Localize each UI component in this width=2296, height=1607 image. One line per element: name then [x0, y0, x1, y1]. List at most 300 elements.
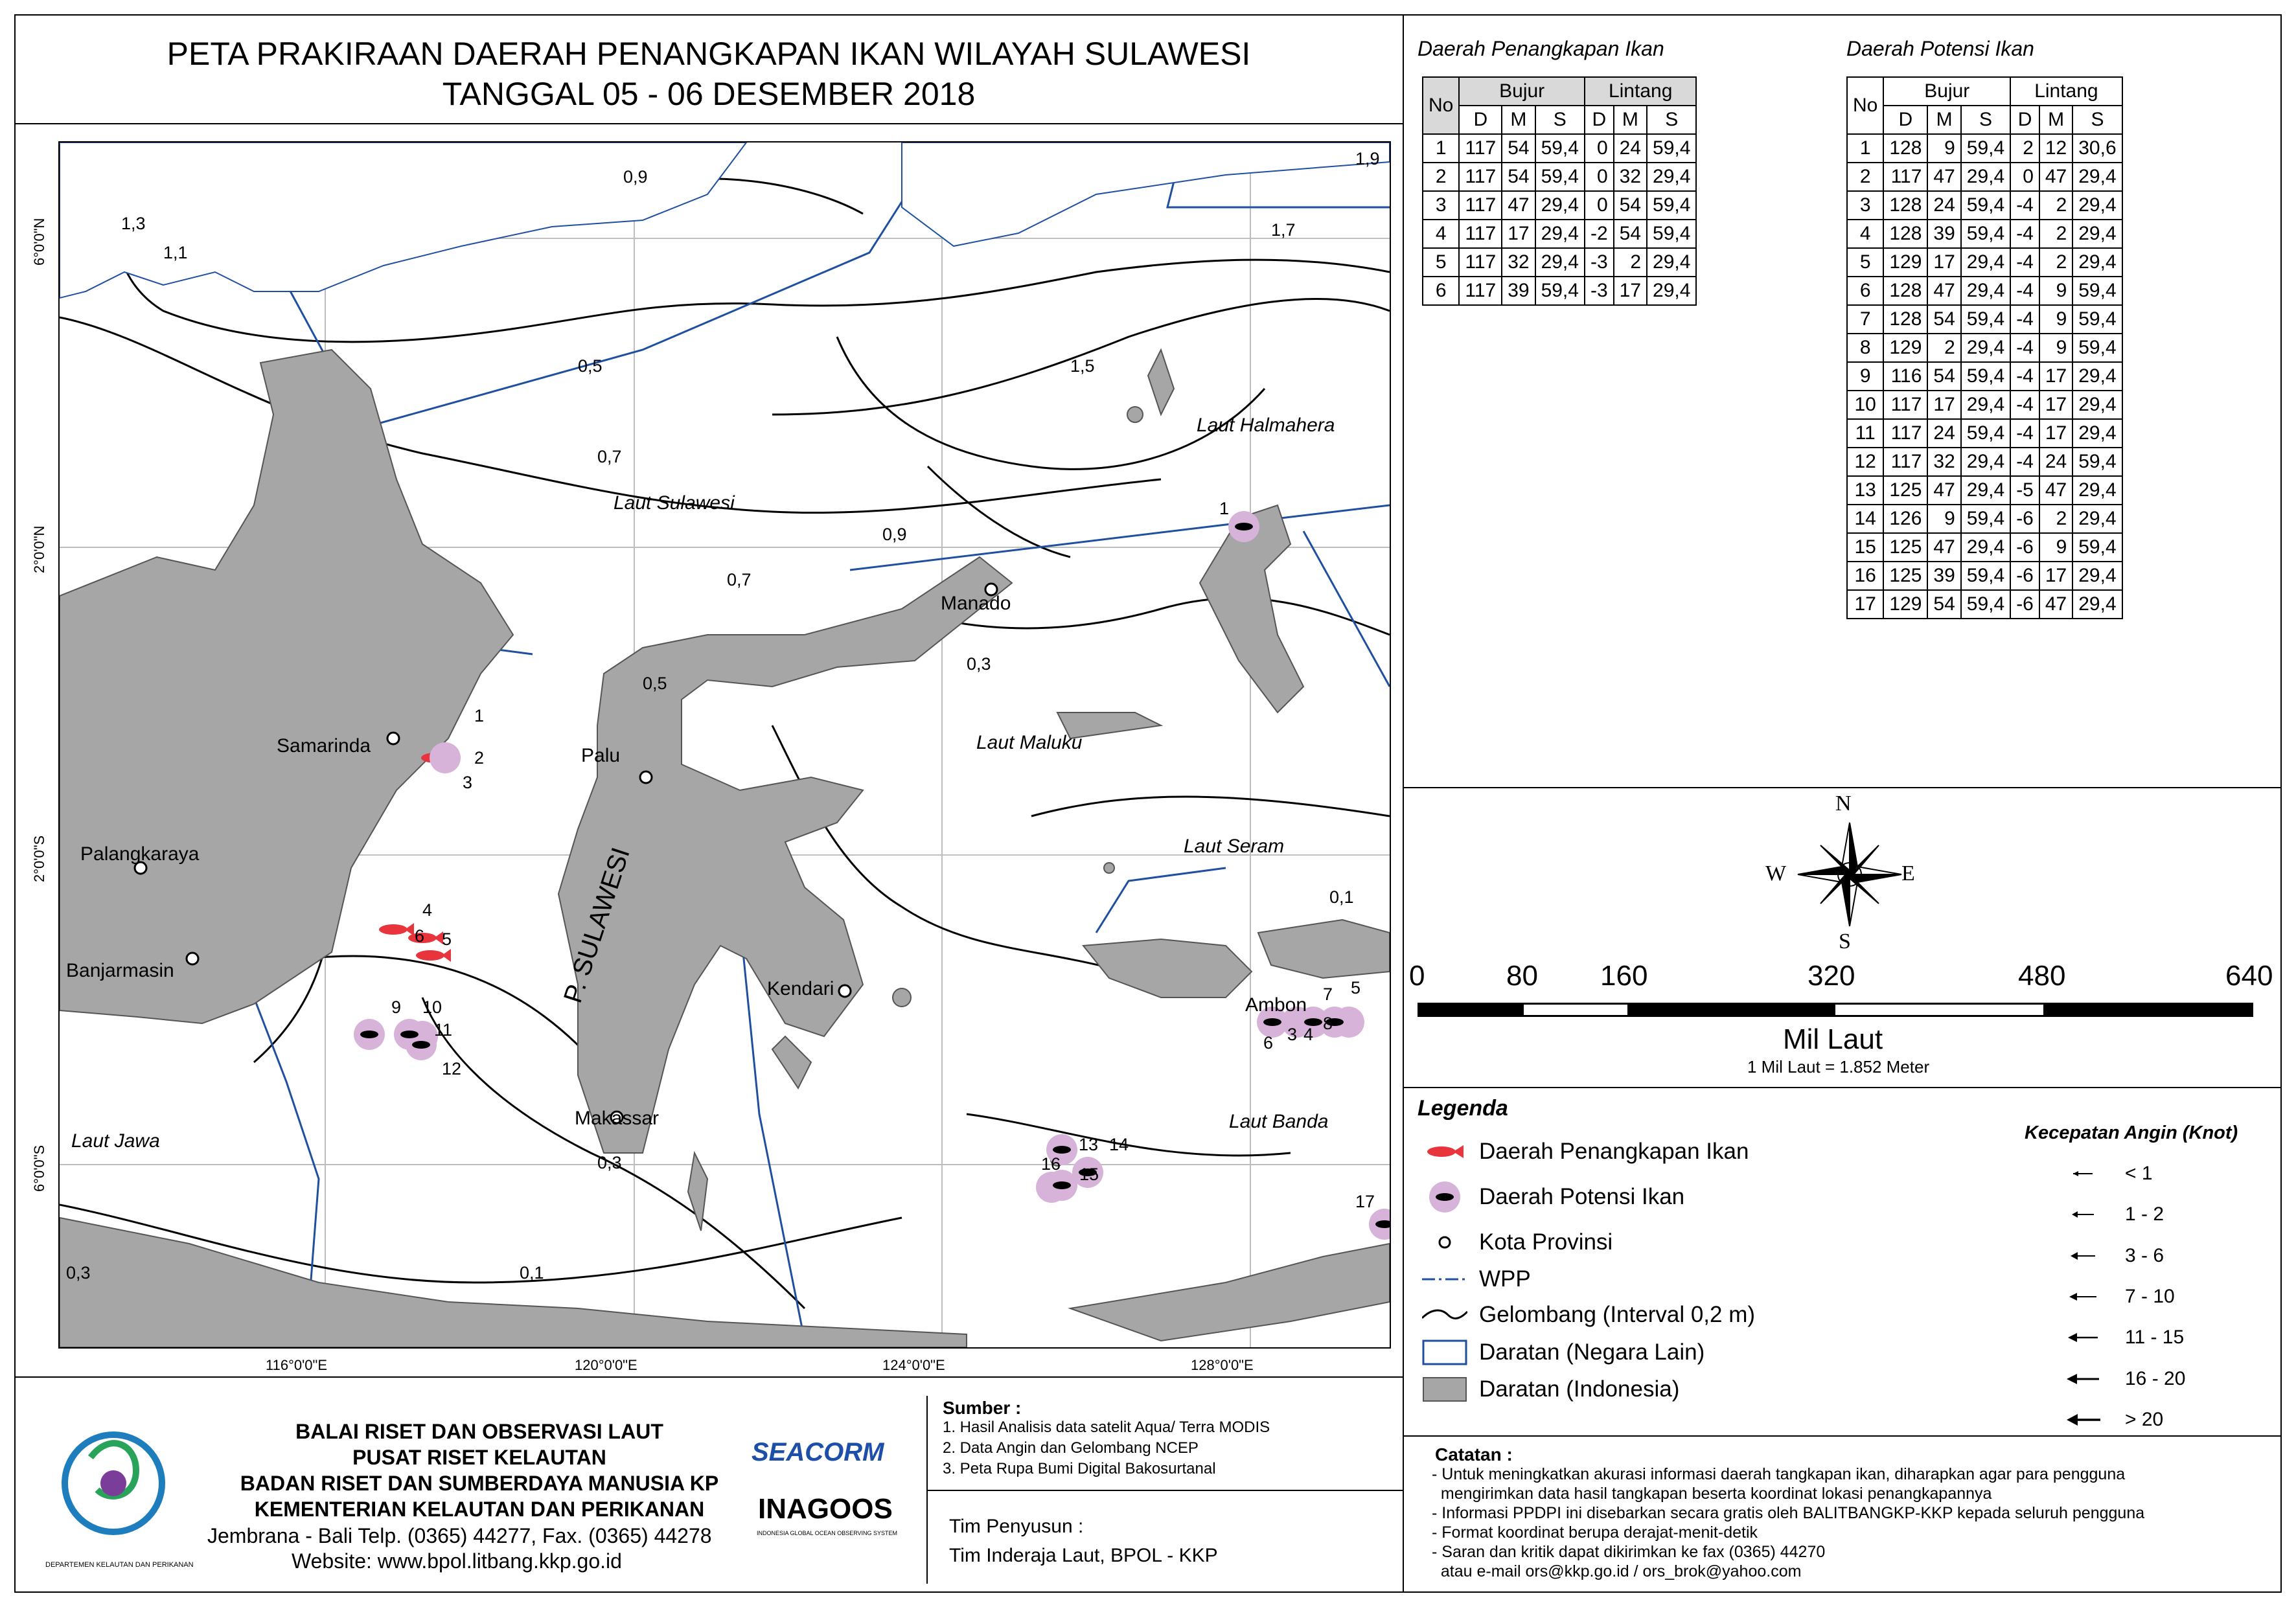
institution-block: [194, 1419, 764, 1522]
dpoi-sub-s: S: [2072, 106, 2122, 134]
purple-fish-icon: [1422, 1181, 1467, 1213]
compass-rose-icon: [1795, 819, 1905, 929]
dpi-sub-s: S: [1535, 106, 1585, 134]
dpi-sub-s: S: [1647, 106, 1696, 134]
contour-label: 0,9: [882, 525, 907, 544]
dpoi-cell: 29,4: [2072, 391, 2122, 419]
wind-arrow-icon: [2067, 1290, 2106, 1303]
legend-label: Daerah Potensi Ikan: [1479, 1184, 1685, 1209]
seacorm-logo: SEACORM: [752, 1438, 884, 1466]
dpoi-cell: 29,4: [2072, 419, 2122, 448]
dpoi-cell: 29,4: [2072, 590, 2122, 619]
inagoos-logo: INAGOOS: [758, 1493, 893, 1525]
dpoi-cell: 117: [1883, 391, 1927, 419]
dpoi-cell: 54: [1927, 362, 1960, 391]
dpi-row: [1423, 220, 1696, 248]
dpi-cell: 59,4: [1647, 220, 1696, 248]
wave-contour-icon: [1422, 1305, 1467, 1325]
dpoi-sub-s: S: [1961, 106, 2010, 134]
wind-arrow-icon: [2067, 1373, 2106, 1385]
dpoi-col-no: No: [1847, 77, 1883, 134]
dpoi-cell: 47: [2039, 590, 2072, 619]
wind-class-label: 16 - 20: [2125, 1368, 2186, 1389]
potential-number: 16: [1041, 1154, 1061, 1174]
dpoi-cell: 59,4: [1961, 220, 2010, 248]
dpoi-cell: 9: [1847, 362, 1883, 391]
wind-class-row: [2067, 1163, 2153, 1185]
dpoi-cell: 2: [2039, 505, 2072, 533]
dpoi-cell: 17: [2039, 419, 2072, 448]
dpoi-cell: 116: [1883, 362, 1927, 391]
dpi-cell: -3: [1585, 277, 1614, 305]
dpi-sub-d: D: [1459, 106, 1502, 134]
dpi-cell: 54: [1502, 163, 1535, 191]
legend-item-potential: [1422, 1181, 1684, 1213]
lat-tick: 2°0'0"N: [31, 525, 47, 573]
dpoi-row: [1847, 362, 2122, 391]
dpoi-cell: 129: [1883, 334, 1927, 362]
dpoi-cell: -6: [2010, 562, 2039, 590]
dpi-cell: 59,4: [1535, 134, 1585, 163]
note-line-1: - Untuk meningkatkan akurasi informasi daerah tangkapan ikan, diharapkan agar para pengguna: [1432, 1465, 2126, 1483]
dpoi-cell: 2: [2039, 248, 2072, 277]
wind-class-label: 7 - 10: [2125, 1286, 2175, 1307]
dpi-col-no: No: [1423, 77, 1459, 134]
institution-line1: BALAI RISET DAN OBSERVASI LAUT: [295, 1420, 663, 1443]
legend-item-other-land: [1422, 1339, 1705, 1365]
wind-class-label: 3 - 6: [2125, 1245, 2164, 1266]
dpi-cell: 117: [1459, 220, 1502, 248]
institution-line2: PUSAT RISET KELAUTAN: [352, 1446, 606, 1469]
dpoi-row: [1847, 533, 2122, 562]
dpoi-row: [1847, 448, 2122, 476]
kkp-logo: [52, 1419, 175, 1561]
dpoi-cell: 125: [1883, 533, 1927, 562]
dpoi-row: [1847, 277, 2122, 305]
lon-tick: 116°0'0"E: [266, 1357, 328, 1373]
dpoi-cell: 9: [2039, 305, 2072, 334]
dpoi-cell: 47: [2039, 163, 2072, 191]
sea-label-maluku: Laut Maluku: [976, 732, 1083, 753]
potential-number: 9: [391, 997, 402, 1017]
note-line-3: - Informasi PPDPI ini disebarkan secara gratis oleh BALITBANGKP-KKP kepada seluruh pengguna: [1432, 1504, 2145, 1522]
map-title: [16, 34, 1402, 114]
contour-label: 0,7: [727, 570, 752, 589]
legend-label: WPP: [1479, 1266, 1531, 1292]
dpoi-cell: 13: [1847, 476, 1883, 505]
dpoi-cell: 59,4: [2072, 305, 2122, 334]
dpi-cell: 3: [1423, 191, 1459, 220]
contour-label: 0,3: [597, 1153, 622, 1172]
dpoi-cell: 128: [1883, 191, 1927, 220]
dpoi-col-lintang: Lintang: [2010, 77, 2122, 106]
dpi-cell: 2: [1423, 163, 1459, 191]
dpi-row: [1423, 248, 1696, 277]
dpoi-cell: 1: [1847, 134, 1883, 163]
dpi-row: [1423, 163, 1696, 191]
dpi-cell: 17: [1614, 277, 1647, 305]
wind-class-row: [2067, 1368, 2185, 1390]
dpoi-cell: 59,4: [2072, 277, 2122, 305]
dpoi-cell: 29,4: [2072, 476, 2122, 505]
dpi-cell: 2: [1614, 248, 1647, 277]
dpi-table-caption: Daerah Penangkapan Ikan: [1418, 37, 1664, 60]
contour-label: 0,9: [623, 167, 648, 187]
dpi-cell: 17: [1502, 220, 1535, 248]
dpi-row: [1423, 191, 1696, 220]
dpoi-cell: 3: [1847, 191, 1883, 220]
city-label-palangkaraya: Palangkaraya: [80, 843, 200, 865]
dpoi-cell: 12: [1847, 448, 1883, 476]
dpoi-cell: 126: [1883, 505, 1927, 533]
dpoi-table: [1846, 76, 2123, 619]
lat-tick: 6°0'0"N: [31, 218, 47, 266]
dpi-cell: 29,4: [1647, 248, 1696, 277]
dpi-sub-m: M: [1502, 106, 1535, 134]
potential-number: 10: [422, 997, 442, 1017]
dpoi-cell: 11: [1847, 419, 1883, 448]
indonesia-land-icon: [1422, 1376, 1467, 1402]
sea-label-halmahera: Laut Halmahera: [1197, 415, 1335, 436]
dpoi-cell: 2: [2010, 134, 2039, 163]
note-line-6: atau e-mail ors@kkp.go.id / ors_brok@yahoo.com: [1432, 1562, 1802, 1580]
potential-number: 3: [1287, 1025, 1298, 1044]
source-item-1: 1. Hasil Analisis data satelit Aqua/ Terra MODIS: [943, 1419, 1270, 1436]
dpoi-cell: 8: [1847, 334, 1883, 362]
dpoi-row: [1847, 590, 2122, 619]
dpoi-row: [1847, 334, 2122, 362]
dpoi-cell: 9: [1927, 505, 1960, 533]
dpoi-cell: -6: [2010, 505, 2039, 533]
catch-number: 1: [474, 706, 485, 725]
dpi-cell: 54: [1614, 191, 1647, 220]
note-line-4: - Format koordinat berupa derajat-menit-detik: [1432, 1523, 1758, 1542]
contour-label: 1,3: [121, 214, 146, 233]
dpoi-cell: 0: [2010, 163, 2039, 191]
dpoi-cell: -4: [2010, 248, 2039, 277]
dpoi-sub-m: M: [1927, 106, 1960, 134]
dpi-cell: 117: [1459, 248, 1502, 277]
dpoi-cell: 128: [1883, 220, 1927, 248]
kkp-logo-text: DEPARTEMEN KELAUTAN DAN PERIKANAN: [45, 1561, 194, 1569]
dpoi-cell: 7: [1847, 305, 1883, 334]
lon-tick: 124°0'0"E: [882, 1357, 945, 1373]
dpoi-cell: 2: [1847, 163, 1883, 191]
dpoi-cell: 24: [1927, 191, 1960, 220]
legend-label: Daratan (Indonesia): [1479, 1376, 1680, 1402]
dpi-cell: 39: [1502, 277, 1535, 305]
dpi-cell: 29,4: [1535, 248, 1585, 277]
dpoi-cell: -4: [2010, 220, 2039, 248]
dpoi-cell: 12: [2039, 134, 2072, 163]
dpoi-cell: 16: [1847, 562, 1883, 590]
dpi-cell: 0: [1585, 191, 1614, 220]
dpoi-cell: 14: [1847, 505, 1883, 533]
city-dot-icon: [1422, 1233, 1467, 1252]
dpoi-cell: 29,4: [1961, 163, 2010, 191]
contour-label: 1,1: [163, 243, 188, 262]
dpi-cell: 117: [1459, 277, 1502, 305]
dpoi-cell: 128: [1883, 277, 1927, 305]
dpoi-cell: 17: [2039, 391, 2072, 419]
dpi-table-body: [1423, 134, 1696, 305]
wind-class-row: [2067, 1327, 2184, 1349]
compass-n: N: [1835, 792, 1852, 815]
other-land-icon: [1422, 1339, 1467, 1365]
dpoi-cell: 29,4: [1961, 248, 2010, 277]
dpoi-row: [1847, 248, 2122, 277]
dpi-cell: 29,4: [1647, 163, 1696, 191]
dpoi-cell: 9: [2039, 277, 2072, 305]
potential-number: 14: [1109, 1135, 1129, 1154]
dpi-row: [1423, 277, 1696, 305]
institution-website: Website: www.bpol.litbang.kkp.go.id: [292, 1549, 622, 1573]
dpoi-cell: 59,4: [1961, 362, 2010, 391]
dpoi-cell: 29,4: [1961, 533, 2010, 562]
dpoi-cell: -6: [2010, 533, 2039, 562]
dpoi-cell: 54: [1927, 305, 1960, 334]
sea-label-sulawesi: Laut Sulawesi: [614, 492, 735, 514]
team-title: Tim Penyusun :: [949, 1516, 1084, 1537]
scale-tick-0: 0: [1409, 960, 1425, 992]
dpoi-sub-d: D: [1883, 106, 1927, 134]
dpoi-cell: 29,4: [2072, 562, 2122, 590]
dpoi-cell: 128: [1883, 305, 1927, 334]
compass-w: W: [1765, 861, 1787, 885]
dpoi-cell: 29,4: [1961, 448, 2010, 476]
dpoi-row: [1847, 191, 2122, 220]
dpoi-cell: -4: [2010, 448, 2039, 476]
wpp-line-icon: [1422, 1270, 1467, 1289]
dpoi-cell: 29,4: [2072, 220, 2122, 248]
dpoi-cell: 128: [1883, 134, 1927, 163]
potential-number: 5: [1351, 978, 1361, 997]
contour-label: 1,7: [1271, 220, 1296, 240]
wind-class-label: 1 - 2: [2125, 1203, 2164, 1225]
wind-arrow-icon: [2067, 1167, 2106, 1180]
sea-label-jawa: Laut Jawa: [71, 1130, 160, 1152]
scale-tick-320: 320: [1808, 960, 1855, 992]
map-title-line1: PETA PRAKIRAAN DAERAH PENANGKAPAN IKAN WILAYAH SULAWESI: [166, 36, 1251, 72]
dpoi-row: [1847, 391, 2122, 419]
dpoi-cell: 29,4: [2072, 191, 2122, 220]
dpi-cell: 32: [1502, 248, 1535, 277]
potential-number: 15: [1079, 1165, 1099, 1184]
city-label-palu: Palu: [581, 745, 621, 766]
institution-line3: BADAN RISET DAN SUMBERDAYA MANUSIA KP: [240, 1472, 719, 1495]
note-line-2: mengirimkan data hasil tangkapan beserta koordinat lokasi penangkapannya: [1432, 1485, 1992, 1503]
dpoi-cell: -4: [2010, 362, 2039, 391]
dpoi-cell: 29,4: [1961, 277, 2010, 305]
wind-class-row: [2067, 1286, 2175, 1308]
dpoi-cell: 59,4: [1961, 505, 2010, 533]
potential-number: 1: [1219, 499, 1230, 518]
contour-label: 0,1: [520, 1263, 544, 1282]
wind-arrow-icon: [2067, 1208, 2106, 1221]
potential-number: 11: [434, 1020, 453, 1040]
dpi-cell: 29,4: [1535, 220, 1585, 248]
contour-label: 0,7: [597, 447, 622, 466]
dpoi-cell: 29,4: [2072, 505, 2122, 533]
dpi-col-bujur: Bujur: [1459, 77, 1585, 106]
dpoi-cell: 117: [1883, 419, 1927, 448]
map-svg: [60, 142, 1390, 1347]
dpoi-cell: -4: [2010, 277, 2039, 305]
dpoi-cell: 59,4: [1961, 305, 2010, 334]
dpoi-sub-m: M: [2039, 106, 2072, 134]
scale-tick-160: 160: [1600, 960, 1648, 992]
wind-arrow-icon: [2067, 1413, 2106, 1426]
dpoi-cell: 125: [1883, 476, 1927, 505]
contour-label: 0,3: [967, 654, 991, 674]
legend-item-wave: [1422, 1302, 1755, 1328]
dpoi-cell: 117: [1883, 448, 1927, 476]
lon-tick: 128°0'0"E: [1191, 1357, 1254, 1373]
city-label-makassar: Makassar: [575, 1108, 660, 1129]
dpoi-row: [1847, 305, 2122, 334]
dpoi-cell: 59,4: [2072, 448, 2122, 476]
dpi-cell: 59,4: [1647, 134, 1696, 163]
dpi-sub-m: M: [1614, 106, 1647, 134]
dpoi-table-caption: Daerah Potensi Ikan: [1846, 37, 2034, 60]
dpoi-cell: 54: [1927, 590, 1960, 619]
dpi-row: [1423, 134, 1696, 163]
team-name: Tim Inderaja Laut, BPOL - KKP: [949, 1545, 1218, 1566]
dpoi-cell: 47: [2039, 476, 2072, 505]
dpoi-cell: 47: [1927, 163, 1960, 191]
lat-tick: 6°0'0"S: [31, 1145, 47, 1192]
dpoi-cell: 4: [1847, 220, 1883, 248]
dpoi-cell: 29,4: [2072, 248, 2122, 277]
contour-label: 1,9: [1355, 149, 1380, 168]
potential-number: 13: [1079, 1135, 1099, 1154]
wind-legend-title: Kecepatan Angin (Knot): [2025, 1123, 2238, 1143]
legend-item-city: [1422, 1229, 1613, 1255]
title-divider: [14, 123, 1404, 124]
dpoi-cell: -4: [2010, 191, 2039, 220]
dpoi-cell: 2: [2039, 191, 2072, 220]
potential-number: 8: [1323, 1014, 1333, 1033]
dpoi-table-body: [1847, 134, 2122, 619]
dpoi-cell: 47: [1927, 476, 1960, 505]
potential-number: 12: [442, 1059, 462, 1078]
scale-tick-640: 640: [2225, 960, 2273, 992]
dpi-cell: 29,4: [1647, 277, 1696, 305]
legend-title: Legenda: [1418, 1096, 1508, 1121]
dpi-cell: 5: [1423, 248, 1459, 277]
map-title-line2: TANGGAL 05 - 06 DESEMBER 2018: [442, 76, 976, 112]
wind-arrow-icon: [2067, 1331, 2106, 1344]
contour-label: 0,5: [578, 356, 603, 376]
city-label-manado: Manado: [941, 593, 1011, 614]
dpi-cell: 54: [1614, 220, 1647, 248]
dpoi-cell: 129: [1883, 590, 1927, 619]
legend-label: Daerah Penangkapan Ikan: [1479, 1139, 1749, 1164]
institution-line4: KEMENTERIAN KELAUTAN DAN PERIKANAN: [254, 1498, 705, 1521]
dpi-sub-d: D: [1585, 106, 1614, 134]
legend-item-catch: [1422, 1139, 1749, 1165]
sea-label-seram: Laut Seram: [1184, 836, 1285, 857]
dpoi-row: [1847, 419, 2122, 448]
dpoi-col-bujur: Bujur: [1883, 77, 2010, 106]
dpi-col-lintang: Lintang: [1585, 77, 1696, 106]
sources-title: Sumber :: [943, 1398, 1022, 1418]
scale-tick-80: 80: [1506, 960, 1538, 992]
compass-s: S: [1839, 929, 1851, 953]
sea-label-banda: Laut Banda: [1229, 1111, 1329, 1132]
dpi-cell: 0: [1585, 163, 1614, 191]
potential-number: 4: [1303, 1025, 1314, 1044]
dpoi-cell: 17: [2039, 562, 2072, 590]
dpoi-cell: 59,4: [1961, 419, 2010, 448]
dpoi-cell: 2: [1927, 334, 1960, 362]
dpoi-cell: -5: [2010, 476, 2039, 505]
dpoi-cell: 29,4: [1961, 334, 2010, 362]
dpoi-cell: 6: [1847, 277, 1883, 305]
legend-item-wpp: [1422, 1266, 1531, 1292]
dpoi-row: [1847, 505, 2122, 533]
dpi-cell: 59,4: [1535, 163, 1585, 191]
catch-number: 6: [415, 926, 425, 946]
legend-item-indonesia-land: [1422, 1376, 1679, 1402]
contour-label: 0,1: [1329, 887, 1354, 907]
land-other: [60, 142, 1390, 298]
dpoi-sub-d: D: [2010, 106, 2039, 134]
dpoi-cell: 29,4: [1961, 391, 2010, 419]
potential-number: 17: [1355, 1192, 1375, 1211]
dpoi-row: [1847, 163, 2122, 191]
dpi-cell: 29,4: [1535, 191, 1585, 220]
lon-tick: 120°0'0"E: [575, 1357, 637, 1373]
island-label-sulawesi: P. SULAWESI: [558, 844, 636, 1007]
dpoi-cell: 39: [1927, 562, 1960, 590]
dpi-cell: 47: [1502, 191, 1535, 220]
scale-bar: [1418, 1003, 2253, 1017]
dpoi-cell: 9: [2039, 533, 2072, 562]
scale-unit: Mil Laut: [1783, 1023, 1883, 1055]
dpi-cell: 117: [1459, 134, 1502, 163]
catch-number: 2: [474, 748, 485, 768]
contour-label: 0,5: [643, 674, 667, 693]
contour-label: 1,5: [1070, 356, 1095, 376]
dpi-cell: 32: [1614, 163, 1647, 191]
dpoi-cell: 17: [1927, 391, 1960, 419]
dpoi-cell: -4: [2010, 419, 2039, 448]
wind-class-row: [2067, 1203, 2164, 1225]
city-label-ambon: Ambon: [1245, 994, 1307, 1016]
team-divider: [926, 1490, 1404, 1491]
wind-class-label: > 20: [2125, 1409, 2164, 1430]
dpoi-row: [1847, 562, 2122, 590]
dpoi-cell: 59,4: [1961, 590, 2010, 619]
catch-fish: [379, 923, 414, 936]
dpi-cell: 117: [1459, 163, 1502, 191]
source-item-3: 3. Peta Rupa Bumi Digital Bakosurtanal: [943, 1460, 1216, 1477]
dpoi-cell: 15: [1847, 533, 1883, 562]
wind-class-label: < 1: [2125, 1163, 2153, 1184]
dpi-cell: 24: [1614, 134, 1647, 163]
catch-fish: [416, 949, 451, 962]
dpoi-cell: 29,4: [2072, 362, 2122, 391]
catch-number: 3: [463, 773, 473, 792]
dpoi-row: [1847, 220, 2122, 248]
notes-title: Catatan :: [1435, 1444, 1513, 1465]
dpoi-cell: 29,4: [2072, 163, 2122, 191]
dpoi-row: [1847, 134, 2122, 163]
dpi-cell: -3: [1585, 248, 1614, 277]
dpoi-cell: 17: [2039, 362, 2072, 391]
dpoi-cell: 2: [2039, 220, 2072, 248]
